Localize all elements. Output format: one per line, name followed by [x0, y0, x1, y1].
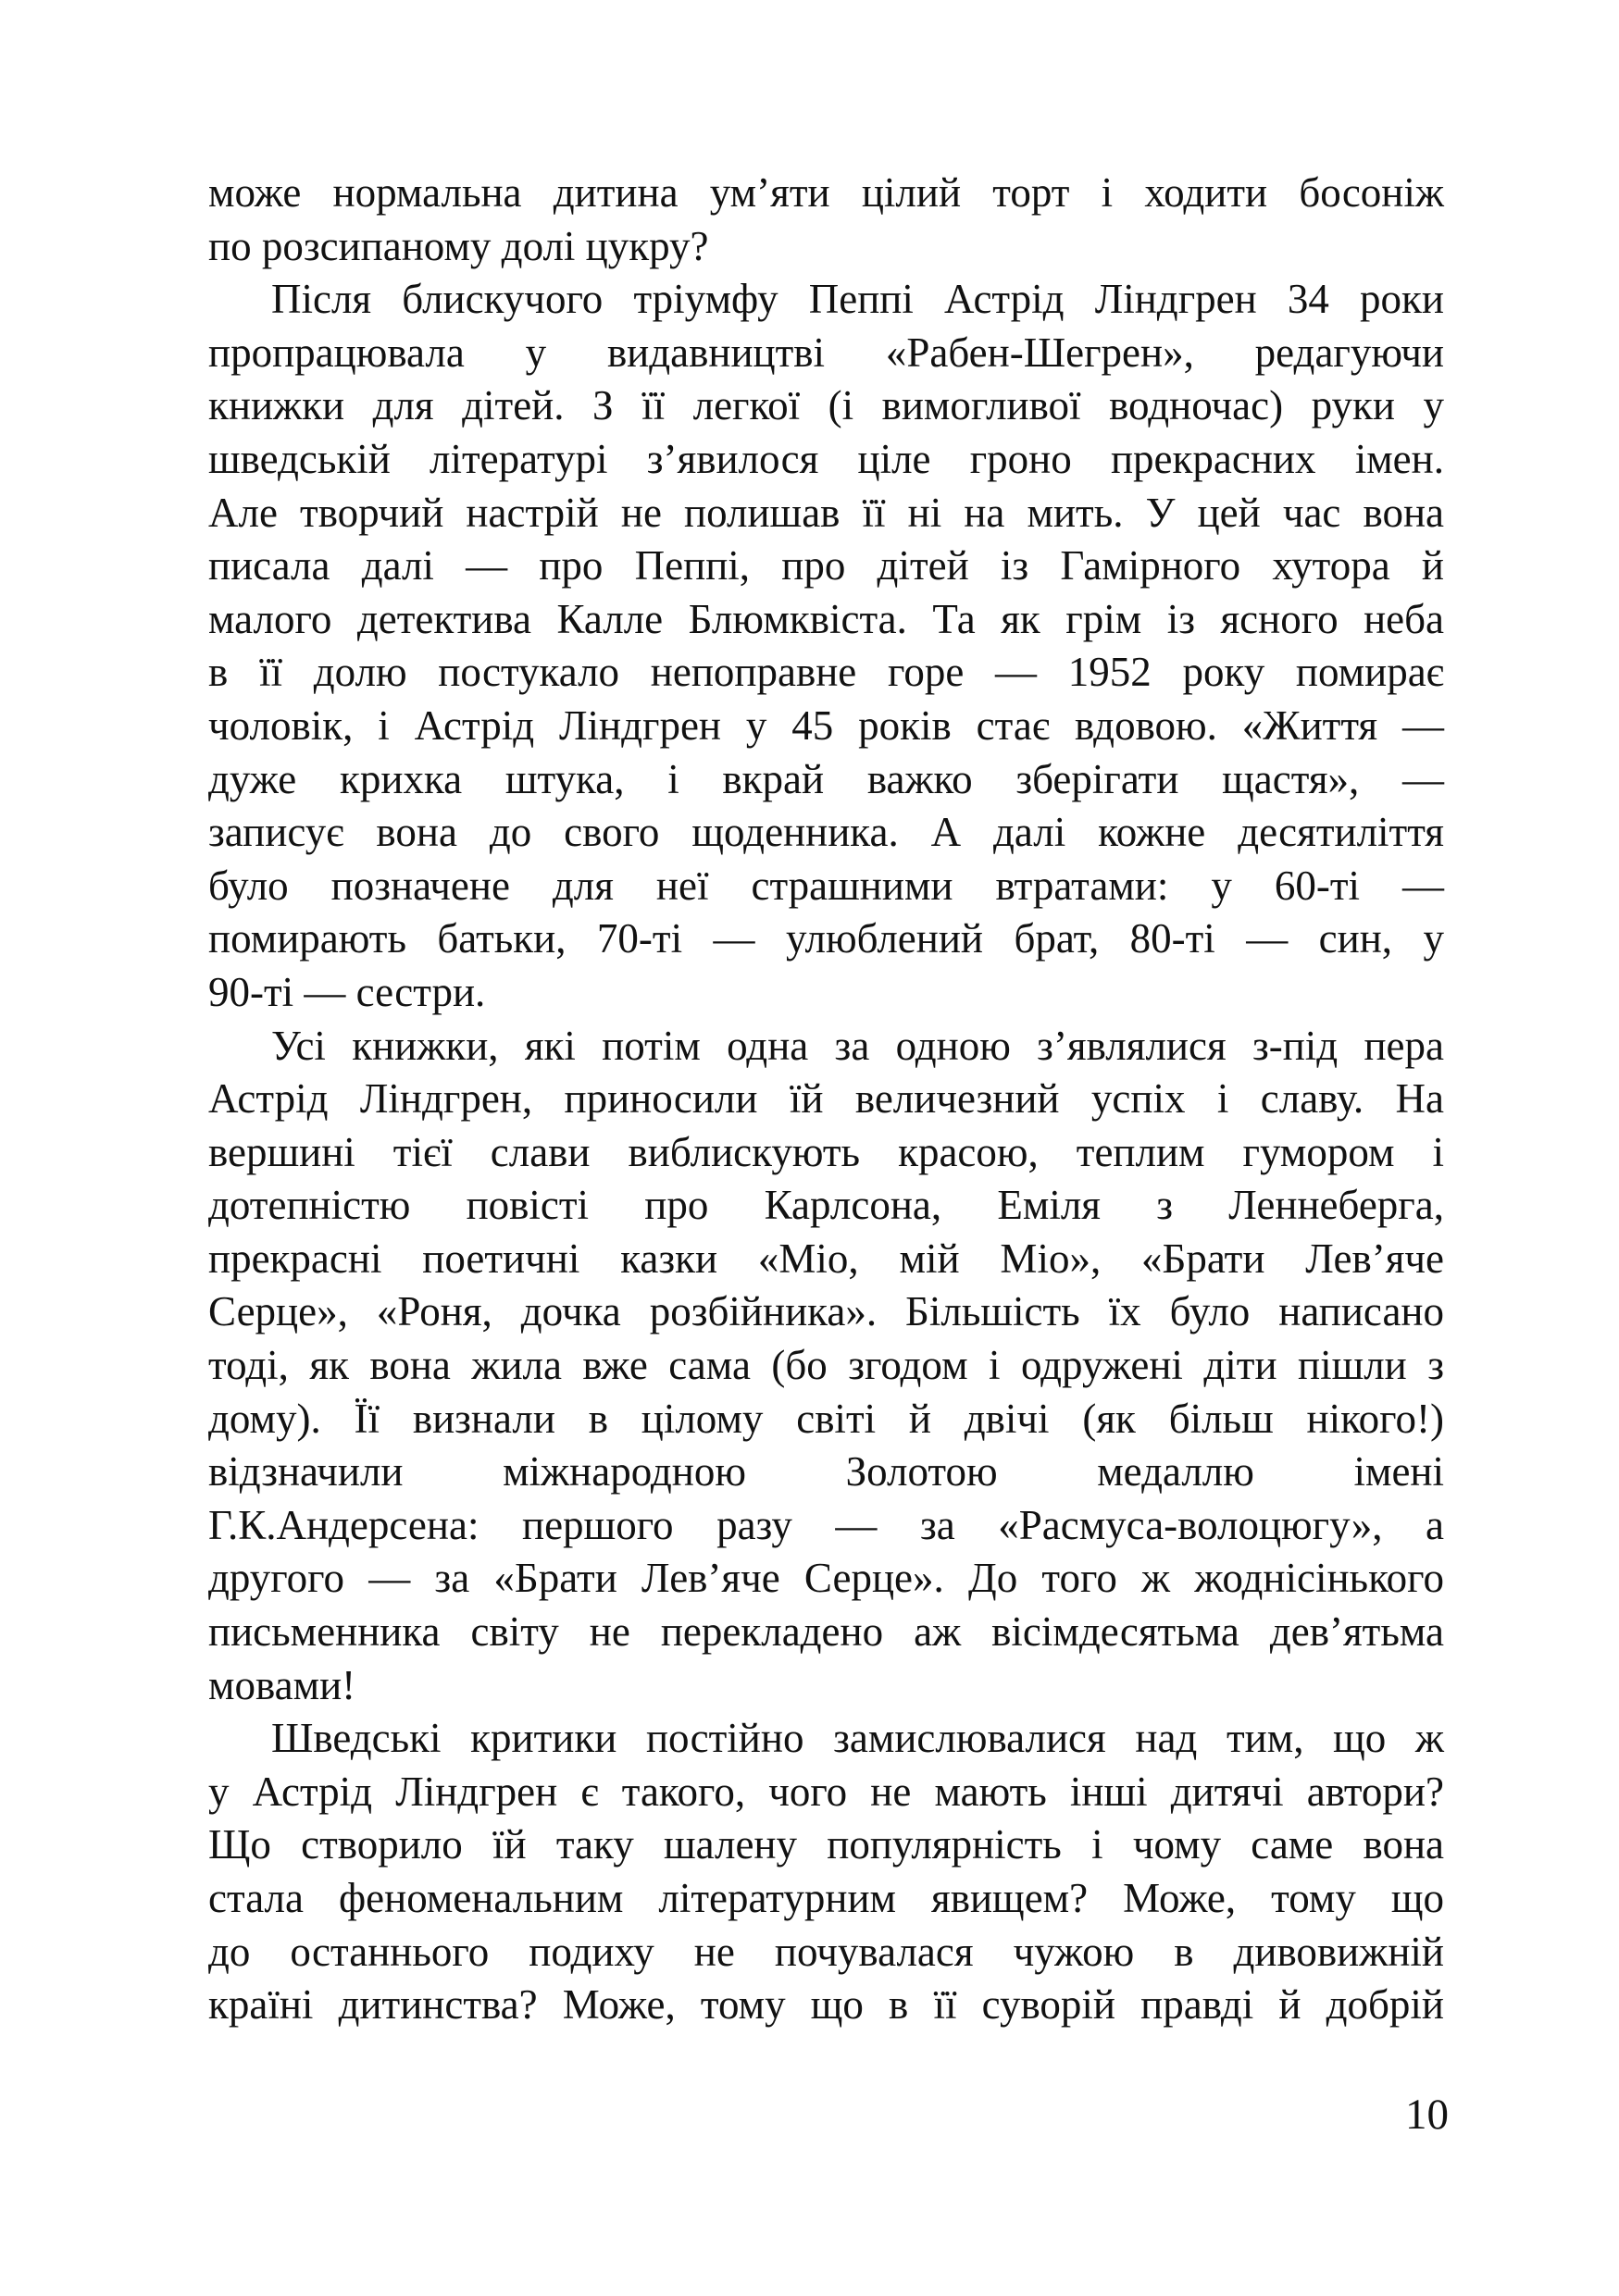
- text-line: чоловік, і Астрід Ліндгрен у 45 років стає вдовою. «Життя —: [208, 701, 1444, 749]
- text-line: Шведські критики постійно замислювалися над тим, що ж: [271, 1715, 1444, 1762]
- text-line: в її долю постукало непоправне горе — 1952 року помирає: [208, 649, 1444, 696]
- paragraph: [208, 273, 1444, 1019]
- text-line: по розсипаному долі цукру?: [208, 222, 709, 269]
- text-line: країні дитинства? Може, тому що в її суворій правді й добрій: [208, 1981, 1444, 2029]
- text-line: Але творчий настрій не полишав її ні на мить. У цей час вона: [208, 489, 1444, 536]
- text-line: записує вона до свого щоденника. А далі кожне десятиліття: [208, 809, 1444, 856]
- page-number: 10: [1405, 2091, 1449, 2139]
- body-text: [208, 167, 1444, 2032]
- text-line: Г.К.Андерсена: першого разу — за «Расмуса-волоцюгу», а: [208, 1501, 1444, 1548]
- text-line: до останнього подиху не почувалася чужою в дивовижній: [208, 1928, 1444, 1975]
- text-line: малого детектива Калле Блюмквіста. Та як грім із ясного неба: [208, 595, 1444, 642]
- text-line: письменника світу не перекладено аж вісімдесятьма дев’ятьма: [208, 1608, 1444, 1656]
- paragraph: [208, 167, 1444, 273]
- text-line: у Астрід Ліндгрен є такого, чого не мають інші дитячі автори?: [208, 1768, 1444, 1815]
- text-line: може нормальна дитина ум’яти цілий торт і ходити босоніж: [208, 169, 1444, 216]
- text-line: прекрасні поетичні казки «Міо, мій Міо», «Брати Лев’яче: [208, 1235, 1444, 1282]
- text-line: Серце», «Роня, дочка розбійника». Більшість їх було написано: [208, 1288, 1444, 1335]
- text-line: другого — за «Брати Лев’яче Серце». До того ж жоднісінького: [208, 1555, 1444, 1602]
- text-line: Що створило їй таку шалену популярність і чому саме вона: [208, 1821, 1444, 1868]
- text-line: пропрацювала у видавництві «Рабен-Шегрен», редагуючи: [208, 329, 1444, 376]
- paragraph: [208, 1712, 1444, 2032]
- text-line: дотепністю повісті про Карлсона, Еміля з Леннеберга,: [208, 1182, 1444, 1229]
- text-line: Усі книжки, які потім одна за одною з’являлися з-під пера: [271, 1022, 1444, 1069]
- text-line: тоді, як вона жила вже сама (бо згодом і одружені діти пішли з: [208, 1342, 1444, 1389]
- text-line: Астрід Ліндгрен, приносили їй величезний успіх і славу. На: [208, 1075, 1444, 1123]
- paragraph: [208, 1020, 1444, 1713]
- text-line: 90-ті — сестри.: [208, 968, 486, 1015]
- text-line: дуже крихка штука, і вкрай важко зберігати щастя», —: [208, 755, 1444, 802]
- text-line: шведській літературі з’явилося ціле гроно прекрасних імен.: [208, 435, 1444, 482]
- text-line: мовами!: [208, 1661, 356, 1708]
- text-line: відзначили міжнародною Золотою медаллю імені: [208, 1448, 1444, 1496]
- text-line: стала феноменальним літературним явищем? Може, тому що: [208, 1875, 1444, 1921]
- text-line: помирають батьки, 70-ті — улюблений брат, 80-ті — син, у: [208, 915, 1444, 962]
- text-line: писала далі — про Пеппі, про дітей із Гамірного хутора й: [208, 542, 1444, 590]
- text-line: було позначене для неї страшними втратами: у 60-ті —: [208, 862, 1444, 909]
- text-line: книжки для дітей. З її легкої (і вимогливої водночас) руки у: [208, 382, 1444, 429]
- text-line: вершині тієї слави виблискують красою, теплим гумором і: [208, 1128, 1444, 1175]
- text-line: Після блискучого тріумфу Пеппі Астрід Ліндгрен 34 роки: [271, 276, 1444, 323]
- text-line: дому). Її визнали в цілому світі й двічі (як більш нікого!): [208, 1395, 1444, 1442]
